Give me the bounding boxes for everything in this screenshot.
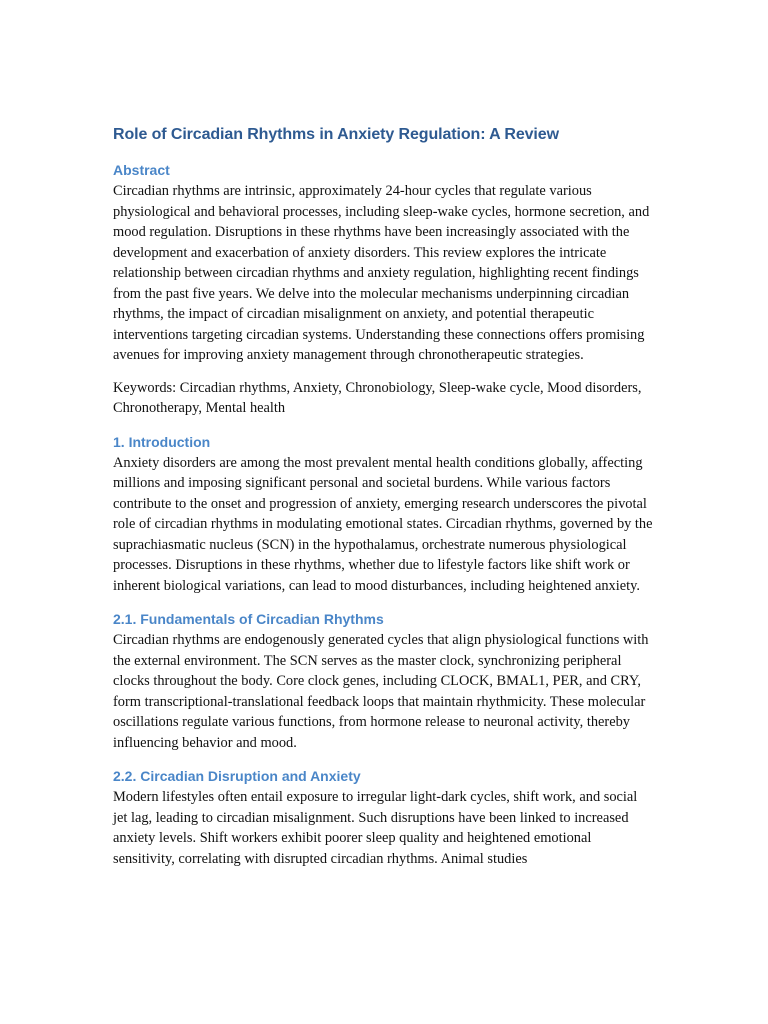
document-title: Role of Circadian Rhythms in Anxiety Regulation: A Review bbox=[113, 126, 559, 143]
section-text-fundamentals: Circadian rhythms are endogenously generated cycles that align physiological functions with the external environment. The SCN serves as the master clock, synchronizing peripheral clocks throughout the body. Core clock genes, including CLOCK, BMAL1, PER, and CRY, form transcriptional-translational feedback loops that maintain rhythmicity. These molecular oscillations regulate various functions, from hormone release to neuronal activity, thereby influencing behavior and mood. bbox=[113, 632, 649, 751]
keywords-text: Keywords: Circadian rhythms, Anxiety, Chronobiology, Sleep-wake cycle, Mood disorders, Chronotherapy, Mental health bbox=[113, 379, 642, 416]
abstract-text: Circadian rhythms are intrinsic, approximately 24-hour cycles that regulate various physiological and behavioral processes, including sleep-wake cycles, hormone secretion, and mood regulation. Disruptions in these rhythms have been increasingly associated with the development and exacerbation of anxiety disorders. This review explores the intricate relationship between circadian rhythms and anxiety regulation, highlighting recent findings from the past five years. We delve into the molecular mechanisms underpinning circadian rhythms, the impact of circadian misalignment on anxiety, and potential therapeutic interventions targeting circadian systems. Understanding these connections offers promising avenues for improving anxiety management through chronotherapeutic strategies. bbox=[113, 183, 650, 363]
document-page bbox=[113, 124, 653, 869]
section-heading-disruption: 2.2. Circadian Disruption and Anxiety bbox=[113, 768, 361, 784]
abstract-heading: Abstract bbox=[113, 162, 170, 178]
section-heading-fundamentals: 2.1. Fundamentals of Circadian Rhythms bbox=[113, 611, 384, 627]
section-text-disruption: Modern lifestyles often entail exposure to irregular light-dark cycles, shift work, and social jet lag, leading to circadian misalignment. Such disruptions have been linked to increased anxiety levels. Shift workers exhibit poorer sleep quality and heightened emotional sensitivity, correlating with disrupted circadian rhythms. Animal studies bbox=[113, 789, 638, 867]
section-heading-introduction: 1. Introduction bbox=[113, 433, 211, 450]
section-text-introduction: Anxiety disorders are among the most prevalent mental health conditions globally, affecting millions and imposing significant personal and societal burdens. While various factors contribute to the onset and progression of anxiety, emerging research underscores the pivotal role of circadian rhythms in modulating emotional states. Circadian rhythms, governed by the suprachiasmatic nucleus (SCN) in the hypothalamus, orchestrate numerous physiological processes. Disruptions in these rhythms, whether due to lifestyle factors like shift work or inherent biological variations, can lead to mood disturbances, including heightened anxiety. bbox=[113, 454, 653, 594]
